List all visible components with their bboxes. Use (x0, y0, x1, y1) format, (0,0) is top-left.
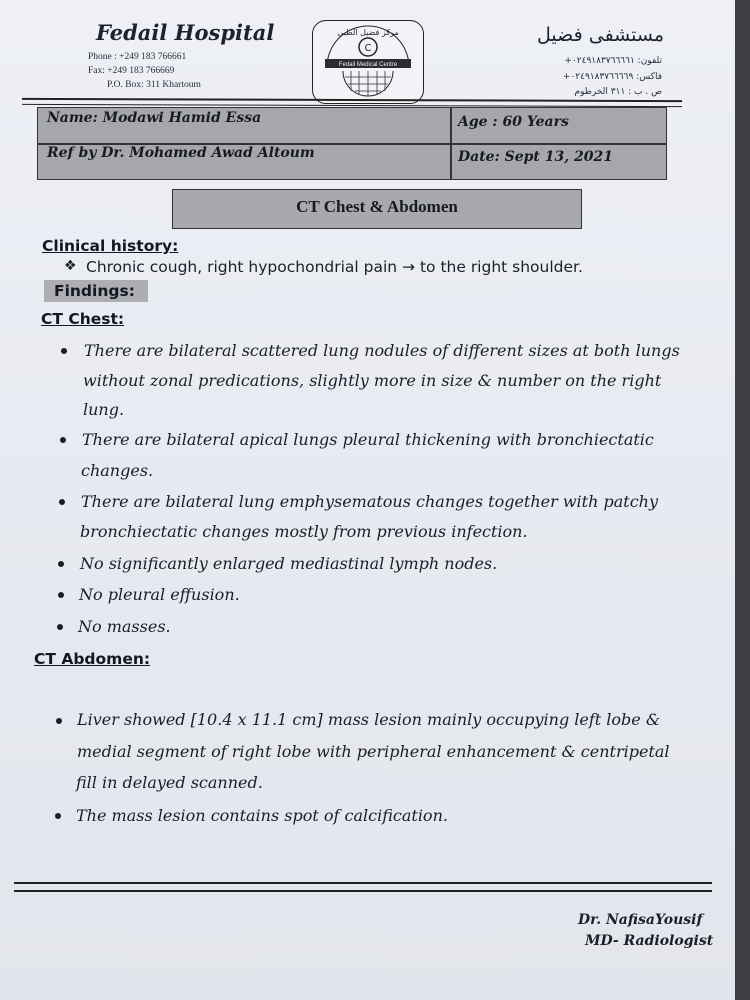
ct-chest-line: No significantly enlarged mediastinal lymph nodes. (80, 554, 498, 573)
findings-heading-box (44, 280, 148, 302)
bullet-icon (60, 437, 66, 443)
ct-chest-line: There are bilateral scattered lung nodules of different sizes at both lungs (84, 341, 680, 360)
ct-chest-line: changes. (81, 461, 154, 480)
background-edge (735, 0, 750, 1000)
ct-chest-line: There are bilateral apical lungs pleural thickening with bronchiectatic (82, 430, 654, 449)
footer-divider (14, 882, 712, 892)
ct-abdomen-line: The mass lesion contains spot of calcification. (76, 806, 448, 825)
ct-chest-line: There are bilateral lung emphysematous changes together with patchy (81, 492, 659, 511)
ct-chest-line: without zonal predications, slightly more in size & number on the right (83, 371, 662, 390)
signature-name: Dr. NafisaYousif (578, 912, 703, 928)
signature-title: MD- Radiologist (585, 933, 714, 949)
patient-age: Age : 60 Years (458, 114, 569, 130)
bullet-icon (57, 624, 63, 630)
hospital-logo (312, 20, 424, 104)
hospital-name-ar: مستشفى فضيل (537, 24, 664, 46)
hospital-po-box: P.O. Box: 311 Khartoum (107, 80, 201, 90)
report-date: Date: Sept 13, 2021 (458, 149, 613, 165)
clinical-history-text: Chronic cough, right hypochondrial pain → to the right shoulder. (86, 258, 583, 276)
hospital-fax-ar: فاكس: ٠٢٤٩١٨٣٧٦٦٦٦٩+ (562, 72, 662, 82)
bullet-icon (58, 592, 64, 598)
bullet-icon (55, 813, 61, 819)
ct-chest-line: bronchiectatic changes mostly from previous infection. (80, 522, 528, 541)
hospital-phone: Phone : +249 183 766661 (88, 52, 187, 62)
svg-text:C: C (364, 43, 372, 54)
logo-arabic-text: مركز فضيل الطبي (337, 28, 399, 37)
ct-chest-line: No pleural effusion. (79, 585, 240, 604)
ct-abdomen-line: medial segment of right lobe with peripheral enhancement & centripetal (77, 742, 670, 761)
hospital-phone-ar: تلفون: ٠٢٤٩١٨٣٧٦٦٦٦١+ (564, 56, 662, 66)
logo-band-text: Fedail Medical Centre (338, 62, 398, 68)
ct-chest-line: lung. (83, 400, 125, 419)
referring-doctor: Ref by Dr. Mohamed Awad Altoum (47, 145, 315, 161)
ct-abdomen-line: fill in delayed scanned. (76, 773, 263, 792)
ct-chest-line: No masses. (78, 617, 171, 636)
hospital-fax: Fax: +249 183 766669 (88, 66, 175, 76)
ct-chest-heading: CT Chest: (41, 310, 125, 328)
patient-name: Name: Modawi Hamid Essa (47, 110, 262, 126)
clinical-history-heading: Clinical history: (42, 237, 179, 255)
bullet-icon (59, 499, 65, 505)
hospital-name-en: Fedail Hospital (96, 20, 275, 45)
bullet-icon (56, 718, 62, 724)
ct-abdomen-heading: CT Abdomen: (34, 650, 151, 668)
report-title: CT Chest & Abdomen (296, 197, 458, 216)
diamond-bullet-icon: ❖ (64, 258, 77, 274)
report-title-box (172, 189, 582, 229)
hospital-po-box-ar: ص . ب : ٣١١ الخرطوم (574, 87, 662, 97)
ct-abdomen-line: Liver showed [10.4 x 11.1 cm] mass lesion mainly occupying left lobe & (77, 710, 661, 729)
header-divider (22, 98, 682, 107)
patient-info-box (37, 107, 667, 180)
bullet-icon (61, 348, 67, 354)
findings-heading: Findings: (54, 282, 135, 300)
bullet-icon (58, 561, 64, 567)
